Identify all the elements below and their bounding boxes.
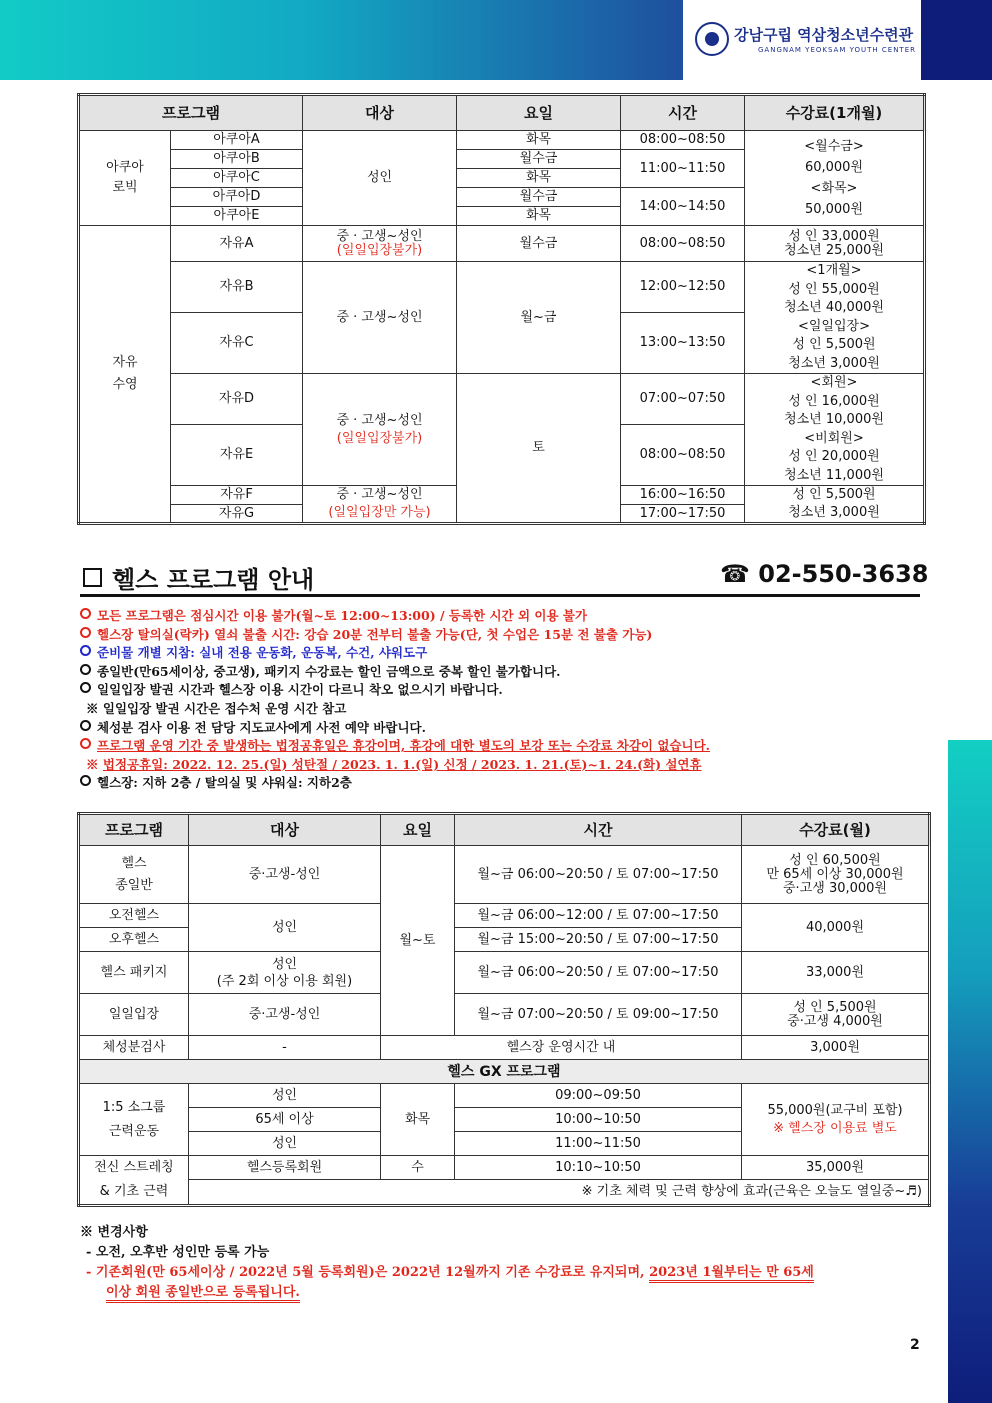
program-name: 아쿠아B <box>171 150 303 169</box>
table-row <box>79 226 925 262</box>
target-cell <box>303 374 457 486</box>
fee-cell: 40,000원 <box>742 904 930 952</box>
col-header-program: 프로그램 <box>79 95 303 131</box>
target-cell: 성인 <box>189 1132 381 1156</box>
program-name: 1:5 소그룹 근력운동 <box>79 1084 189 1156</box>
note-item <box>80 700 940 719</box>
program-name: 전신 스트레칭 & 기초 근력 <box>79 1156 189 1206</box>
change-emphasis: 2023년 1월부터는 만 65세 <box>649 1265 814 1283</box>
target-cell: 성인 <box>303 131 457 226</box>
time-cell: 10:10~10:50 <box>455 1156 742 1180</box>
change-line: - 오전, 오후반 성인만 등록 가능 <box>86 1245 270 1260</box>
change-emphasis: 이상 회원 종일반으로 등록됩니다. <box>106 1285 300 1303</box>
target-text: 중 · 고생~성인 <box>336 487 423 502</box>
target-note: (일일입장불가) <box>336 242 423 258</box>
circle-bullet-icon <box>80 608 91 619</box>
page-number: 2 <box>910 1337 920 1353</box>
target-text: 중 · 고생~성인 <box>336 228 423 244</box>
program-name: 헬스 종일반 <box>79 846 189 904</box>
fee-cell: 성 인 5,500원 중·고생 4,000원 <box>742 994 930 1036</box>
col-header-days: 요일 <box>457 95 621 131</box>
program-name: 일일입장 <box>79 994 189 1036</box>
circle-bullet-icon <box>80 627 91 638</box>
time-cell: 월~금 15:00~20:50 / 토 07:00~17:50 <box>455 928 742 952</box>
time-cell: 10:00~10:50 <box>455 1108 742 1132</box>
note-text: 헬스장 탈의실(락카) 열쇠 불출 시간: 강습 20분 전부터 불출 가능(단, 첫 수업은 15분 전 불출 가능) <box>97 626 653 642</box>
target-cell: 성인 (주 2회 이상 이용 회원) <box>189 952 381 994</box>
note-text: 종일반(만65세이상, 중고생), 패키지 수강료는 할인 금액으로 중복 할인 불가합니다. <box>97 663 561 679</box>
target-cell: 중·고생-성인 <box>189 994 381 1036</box>
program-name: 자유B <box>171 262 303 313</box>
col-header-target: 대상 <box>189 814 381 846</box>
target-cell: 65세 이상 <box>189 1108 381 1132</box>
note-text: 모든 프로그램은 점심시간 이용 불가(월~토 12:00~13:00) / 등록한 시간 외 이용 불가 <box>97 608 588 623</box>
time-cell: 월~금 07:00~20:50 / 토 09:00~17:50 <box>455 994 742 1036</box>
time-cell: 08:00~08:50 <box>621 425 745 486</box>
gym-program-table <box>77 812 931 1207</box>
days-cell: 화목 <box>457 131 621 150</box>
changes-section <box>80 1223 940 1303</box>
circle-bullet-icon <box>80 682 91 693</box>
target-cell: 성인 <box>189 1084 381 1108</box>
time-cell: 12:00~12:50 <box>621 262 745 313</box>
time-cell: 16:00~16:50 <box>621 486 745 505</box>
target-cell: 중·고생-성인 <box>189 846 381 904</box>
health-section-title <box>83 560 314 595</box>
days-cell: 화목 <box>381 1084 455 1156</box>
target-note: (일일입장불가) <box>336 430 423 446</box>
fee-text: 55,000원(교구비 포함) <box>767 1102 903 1118</box>
note-item <box>80 607 940 626</box>
note-text: 법정공휴일: 2022. 12. 25.(일) 성탄절 / 2023. 1. 1.(일) 신정 / 2023. 1. 21.(토)~1. 24.(화) 설연휴 <box>102 756 702 772</box>
health-phone: ☎ 02-550-3638 <box>720 560 929 588</box>
note-item <box>80 626 940 645</box>
time-cell: 헬스장 운영시간 내 <box>381 1036 742 1060</box>
target-note: (일일입장만 가능) <box>328 505 431 520</box>
fee-cell: <월수금> 60,000원 <화목> 50,000원 <box>745 131 925 226</box>
time-cell: 13:00~13:50 <box>621 313 745 374</box>
time-cell: 월~금 06:00~20:50 / 토 07:00~17:50 <box>455 952 742 994</box>
pool-program-table <box>77 93 926 525</box>
fee-note: ※ 헬스장 이용료 별도 <box>773 1120 897 1136</box>
table-row <box>79 846 930 904</box>
aqua-group-label: 아쿠아 로빅 <box>79 131 171 226</box>
change-line <box>80 1263 940 1283</box>
health-notes-list <box>80 607 940 793</box>
col-header-target: 대상 <box>303 95 457 131</box>
time-cell: 월~금 06:00~20:50 / 토 07:00~17:50 <box>455 846 742 904</box>
days-cell: 화목 <box>457 207 621 226</box>
target-cell: - <box>189 1036 381 1060</box>
program-name: 자유A <box>171 226 303 262</box>
fee-cell: <1개월> 성 인 55,000원 청소년 40,000원 <일일입장> 성 인 5,500원 청소년 3,000원 <box>745 262 925 374</box>
program-name: 자유C <box>171 313 303 374</box>
days-cell: 월수금 <box>457 150 621 169</box>
time-cell: 17:00~17:50 <box>621 505 745 524</box>
table-header-row <box>79 814 930 846</box>
table-row <box>79 1084 930 1108</box>
days-cell: 화목 <box>457 169 621 188</box>
time-cell: 11:00~11:50 <box>621 150 745 188</box>
program-name: 헬스 패키지 <box>79 952 189 994</box>
target-cell <box>303 226 457 262</box>
time-cell: 08:00~08:50 <box>621 226 745 262</box>
change-line <box>80 1283 940 1303</box>
col-header-time: 시간 <box>455 814 742 846</box>
days-cell: 월수금 <box>457 188 621 207</box>
free-swim-group-label: 자유 수영 <box>79 226 171 524</box>
note-item <box>80 644 940 663</box>
table-row <box>79 374 925 425</box>
note-text: 프로그램 운영 기간 중 발생하는 법정공휴일은 휴강이며, 휴강에 대한 별도의 보강 또는 수강료 차감이 없습니다. <box>97 738 711 754</box>
program-name: 오후헬스 <box>79 928 189 952</box>
section-divider <box>80 594 920 597</box>
program-name: 자유F <box>171 486 303 505</box>
days-cell: 월수금 <box>457 226 621 262</box>
program-name: 아쿠아A <box>171 131 303 150</box>
table-row <box>79 904 930 928</box>
circle-bullet-icon <box>80 775 91 786</box>
note-item <box>80 774 940 793</box>
reference-mark: ※ <box>86 756 99 772</box>
target-cell: 성인 <box>189 904 381 952</box>
circle-bullet-icon <box>80 645 91 656</box>
days-cell: 월~금 <box>457 262 621 374</box>
program-name: 자유D <box>171 374 303 425</box>
table-header-row <box>79 95 925 131</box>
org-name-en: GANGNAM YEOKSAM YOUTH CENTER <box>758 46 916 54</box>
side-gradient-bar <box>948 740 992 1403</box>
note-text: 일일입장 발권 시간과 헬스장 이용 시간이 다르니 착오 없으시기 바랍니다. <box>97 682 503 698</box>
target-cell <box>303 486 457 524</box>
gx-note: ※ 기초 체력 및 근력 향상에 효과(근육은 오늘도 열일중~♬) <box>189 1180 930 1206</box>
header-navy-block <box>921 0 992 80</box>
target-text: 중 · 고생~성인 <box>336 412 423 428</box>
col-header-fee: 수강료(월) <box>742 814 930 846</box>
days-cell: 월~토 <box>381 846 455 1036</box>
fee-cell: 35,000원 <box>742 1156 930 1180</box>
time-cell: 월~금 06:00~12:00 / 토 07:00~17:50 <box>455 904 742 928</box>
center-seal-icon <box>695 22 729 56</box>
fee-cell <box>742 1084 930 1156</box>
days-cell: 수 <box>381 1156 455 1180</box>
target-cell: 헬스등록회원 <box>189 1156 381 1180</box>
note-item <box>80 737 940 756</box>
fee-cell: <회원> 성 인 16,000원 청소년 10,000원 <비회원> 성 인 20,000원 청소년 11,000원 <box>745 374 925 486</box>
program-name: 아쿠아C <box>171 169 303 188</box>
program-name: 아쿠아E <box>171 207 303 226</box>
note-text: 일일입장 발권 시간은 접수처 운영 시간 참고 <box>102 700 347 716</box>
health-title-text: 헬스 프로그램 안내 <box>112 566 315 594</box>
note-item <box>80 719 940 738</box>
table-row <box>79 952 930 994</box>
table-row <box>79 1180 930 1206</box>
time-cell: 14:00~14:50 <box>621 188 745 226</box>
table-row <box>79 1156 930 1180</box>
col-header-fee: 수강료(1개월) <box>745 95 925 131</box>
circle-bullet-icon <box>80 738 91 749</box>
table-row <box>79 994 930 1036</box>
table-row <box>79 131 925 150</box>
program-name: 자유E <box>171 425 303 486</box>
time-cell: 08:00~08:50 <box>621 131 745 150</box>
checkbox-square-icon <box>83 568 102 587</box>
table-row <box>79 262 925 313</box>
gx-section-row <box>79 1060 930 1084</box>
change-text: - 기존회원(만 65세이상 / 2022년 5월 등록회원)은 2022년 12월까지 기존 수강료로 유지되며, <box>86 1265 650 1280</box>
note-item <box>80 681 940 700</box>
program-name: 오전헬스 <box>79 904 189 928</box>
program-name: 아쿠아D <box>171 188 303 207</box>
reference-mark: ※ <box>86 700 99 716</box>
header-gradient-band <box>0 0 683 80</box>
program-name: 체성분검사 <box>79 1036 189 1060</box>
table-row <box>79 1036 930 1060</box>
gx-section-title: 헬스 GX 프로그램 <box>79 1060 930 1084</box>
circle-bullet-icon <box>80 664 91 675</box>
col-header-time: 시간 <box>621 95 745 131</box>
note-text: 체성분 검사 이용 전 담당 지도교사에게 사전 예약 바랍니다. <box>97 719 426 735</box>
target-cell: 중 · 고생~성인 <box>303 262 457 374</box>
note-text: 헬스장: 지하 2층 / 탈의실 및 샤워실: 지하2층 <box>97 775 352 791</box>
time-cell: 09:00~09:50 <box>455 1084 742 1108</box>
changes-title: ※ 변경사항 <box>80 1225 148 1240</box>
fee-cell: 성 인 33,000원 청소년 25,000원 <box>745 226 925 262</box>
note-item <box>80 663 940 682</box>
col-header-program: 프로그램 <box>79 814 189 846</box>
note-item <box>80 756 940 775</box>
fee-cell: 성 인 5,500원 청소년 3,000원 <box>745 486 925 524</box>
time-cell: 07:00~07:50 <box>621 374 745 425</box>
days-cell: 토 <box>457 374 621 524</box>
circle-bullet-icon <box>80 720 91 731</box>
note-text: 준비물 개별 지참: 실내 전용 운동화, 운동복, 수건, 샤워도구 <box>97 645 428 661</box>
fee-cell: 33,000원 <box>742 952 930 994</box>
col-header-days: 요일 <box>381 814 455 846</box>
time-cell: 11:00~11:50 <box>455 1132 742 1156</box>
fee-cell: 3,000원 <box>742 1036 930 1060</box>
fee-cell: 성 인 60,500원 만 65세 이상 30,000원 중·고생 30,000원 <box>742 846 930 904</box>
program-name: 자유G <box>171 505 303 524</box>
org-name-ko: 강남구립 역삼청소년수련관 <box>734 26 914 44</box>
